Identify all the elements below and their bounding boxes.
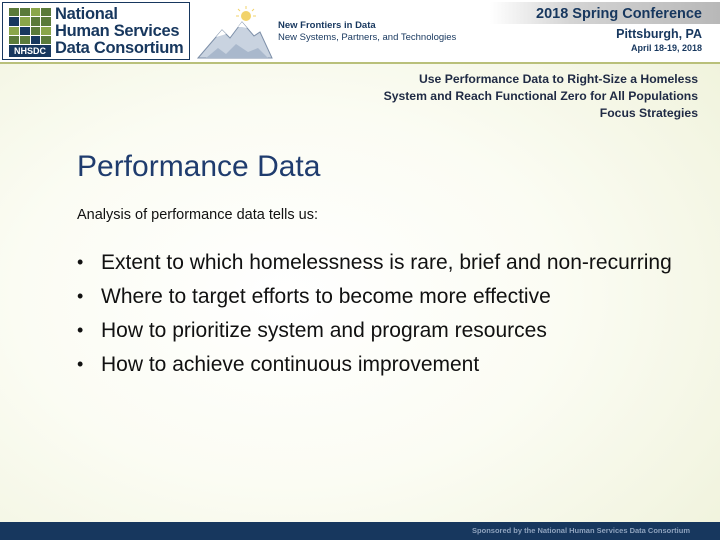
- subheading-line-2: System and Reach Functional Zero for All Populations: [383, 89, 698, 103]
- bullet-text: How to prioritize system and program resources: [101, 319, 547, 342]
- conference-city: Pittsburgh, PA: [616, 27, 702, 41]
- logo-line-3: Data Consortium: [55, 39, 184, 57]
- logo-name: [55, 6, 187, 57]
- bullet-icon: •: [77, 320, 84, 340]
- logo-line-1: National: [55, 5, 118, 23]
- list-item: [77, 317, 677, 344]
- mountain-sunrise-icon: [196, 4, 274, 60]
- logo-abbreviation: NHSDC: [9, 45, 51, 57]
- bullet-text: Extent to which homelessness is rare, brief and non-recurring: [101, 251, 672, 274]
- footer-sponsor-text: Sponsored by the National Human Services Data Consortium: [472, 526, 690, 535]
- list-item: [77, 283, 677, 310]
- bullet-icon: •: [77, 354, 84, 374]
- nhsdc-logo: [2, 2, 190, 60]
- footer-bar: [0, 522, 720, 540]
- logo-line-2: Human Services: [55, 22, 180, 40]
- bullet-list: [77, 249, 677, 385]
- bullet-text: Where to target efforts to become more effective: [101, 285, 551, 308]
- conference-dates: April 18-19, 2018: [630, 43, 702, 53]
- conference-banner: [0, 0, 720, 64]
- intro-text: Analysis of performance data tells us:: [77, 207, 318, 223]
- bullet-text: How to achieve continuous improvement: [101, 353, 480, 376]
- conference-title: 2018 Spring Conference: [536, 6, 702, 22]
- frontiers-subtitle: New Systems, Partners, and Technologies: [278, 32, 457, 43]
- bullet-icon: •: [77, 252, 84, 272]
- list-item: [77, 351, 677, 378]
- session-subheading: [278, 71, 698, 122]
- frontiers-tagline: [278, 20, 488, 44]
- list-item: [77, 249, 677, 276]
- bullet-icon: •: [77, 286, 84, 306]
- logo-grid-icon: [9, 8, 51, 44]
- conference-title-band: [490, 2, 720, 24]
- slide-title: Performance Data: [77, 150, 321, 183]
- subheading-line-3: Focus Strategies: [599, 106, 698, 120]
- frontiers-title: New Frontiers in Data: [278, 20, 376, 31]
- subheading-line-1: Use Performance Data to Right-Size a Homeless: [418, 72, 698, 86]
